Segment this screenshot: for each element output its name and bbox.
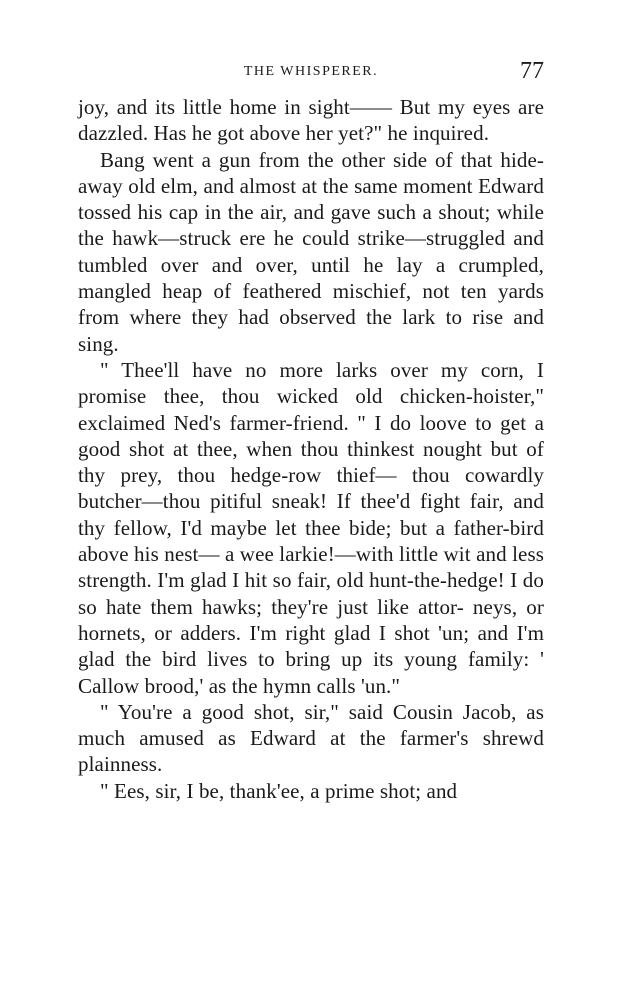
paragraph: Bang went a gun from the other side of that hide-away old elm, and almost at the same moment Edward tossed his cap in the air, and gave such a shout; while the hawk—struck ere he could strike—struggled and tumbled over and over, until he lay a crumpled, mangled heap of feathered mischief, not ten yards from where they had observed the lark to rise and sing. — [78, 147, 544, 356]
paragraph: " Thee'll have no more larks over my corn, I promise thee, thou wicked old chicken-hoister," exclaimed Ned's farmer-friend. " I do loove to get a good shot at thee, when thou thinkest nought but of thy prey, thou hedge-row thief— thou cowardly butcher—thou pitiful sneak! If thee'd fight fair, and thy fellow, I'd maybe let thee bide; but a father-bird above his nest— a wee larkie!—with little wit and less strength. I'm glad I hit so fair, old hunt-the-hedge! I do so hate them hawks; they're just like attor- neys, or hornets, or adders. I'm right glad I shot 'un; and I'm glad the bird lives to bring up its young family: ' Callow brood,' as the hymn calls 'un." — [78, 357, 544, 698]
running-header — [78, 58, 544, 90]
paragraph: joy, and its little home in sight—— But my eyes are dazzled. Has he got above her yet?" he inquired. — [78, 95, 544, 146]
paragraph: " You're a good shot, sir," said Cousin Jacob, as much amused as Edward at the farmer's shrewd plainness. — [78, 699, 544, 777]
paragraph: " Ees, sir, I be, thank'ee, a prime shot; and — [100, 778, 458, 803]
page-number: 77 — [520, 58, 544, 84]
book-page — [78, 58, 544, 804]
body-text — [78, 94, 544, 804]
running-title: THE WHISPERER. — [243, 64, 379, 79]
